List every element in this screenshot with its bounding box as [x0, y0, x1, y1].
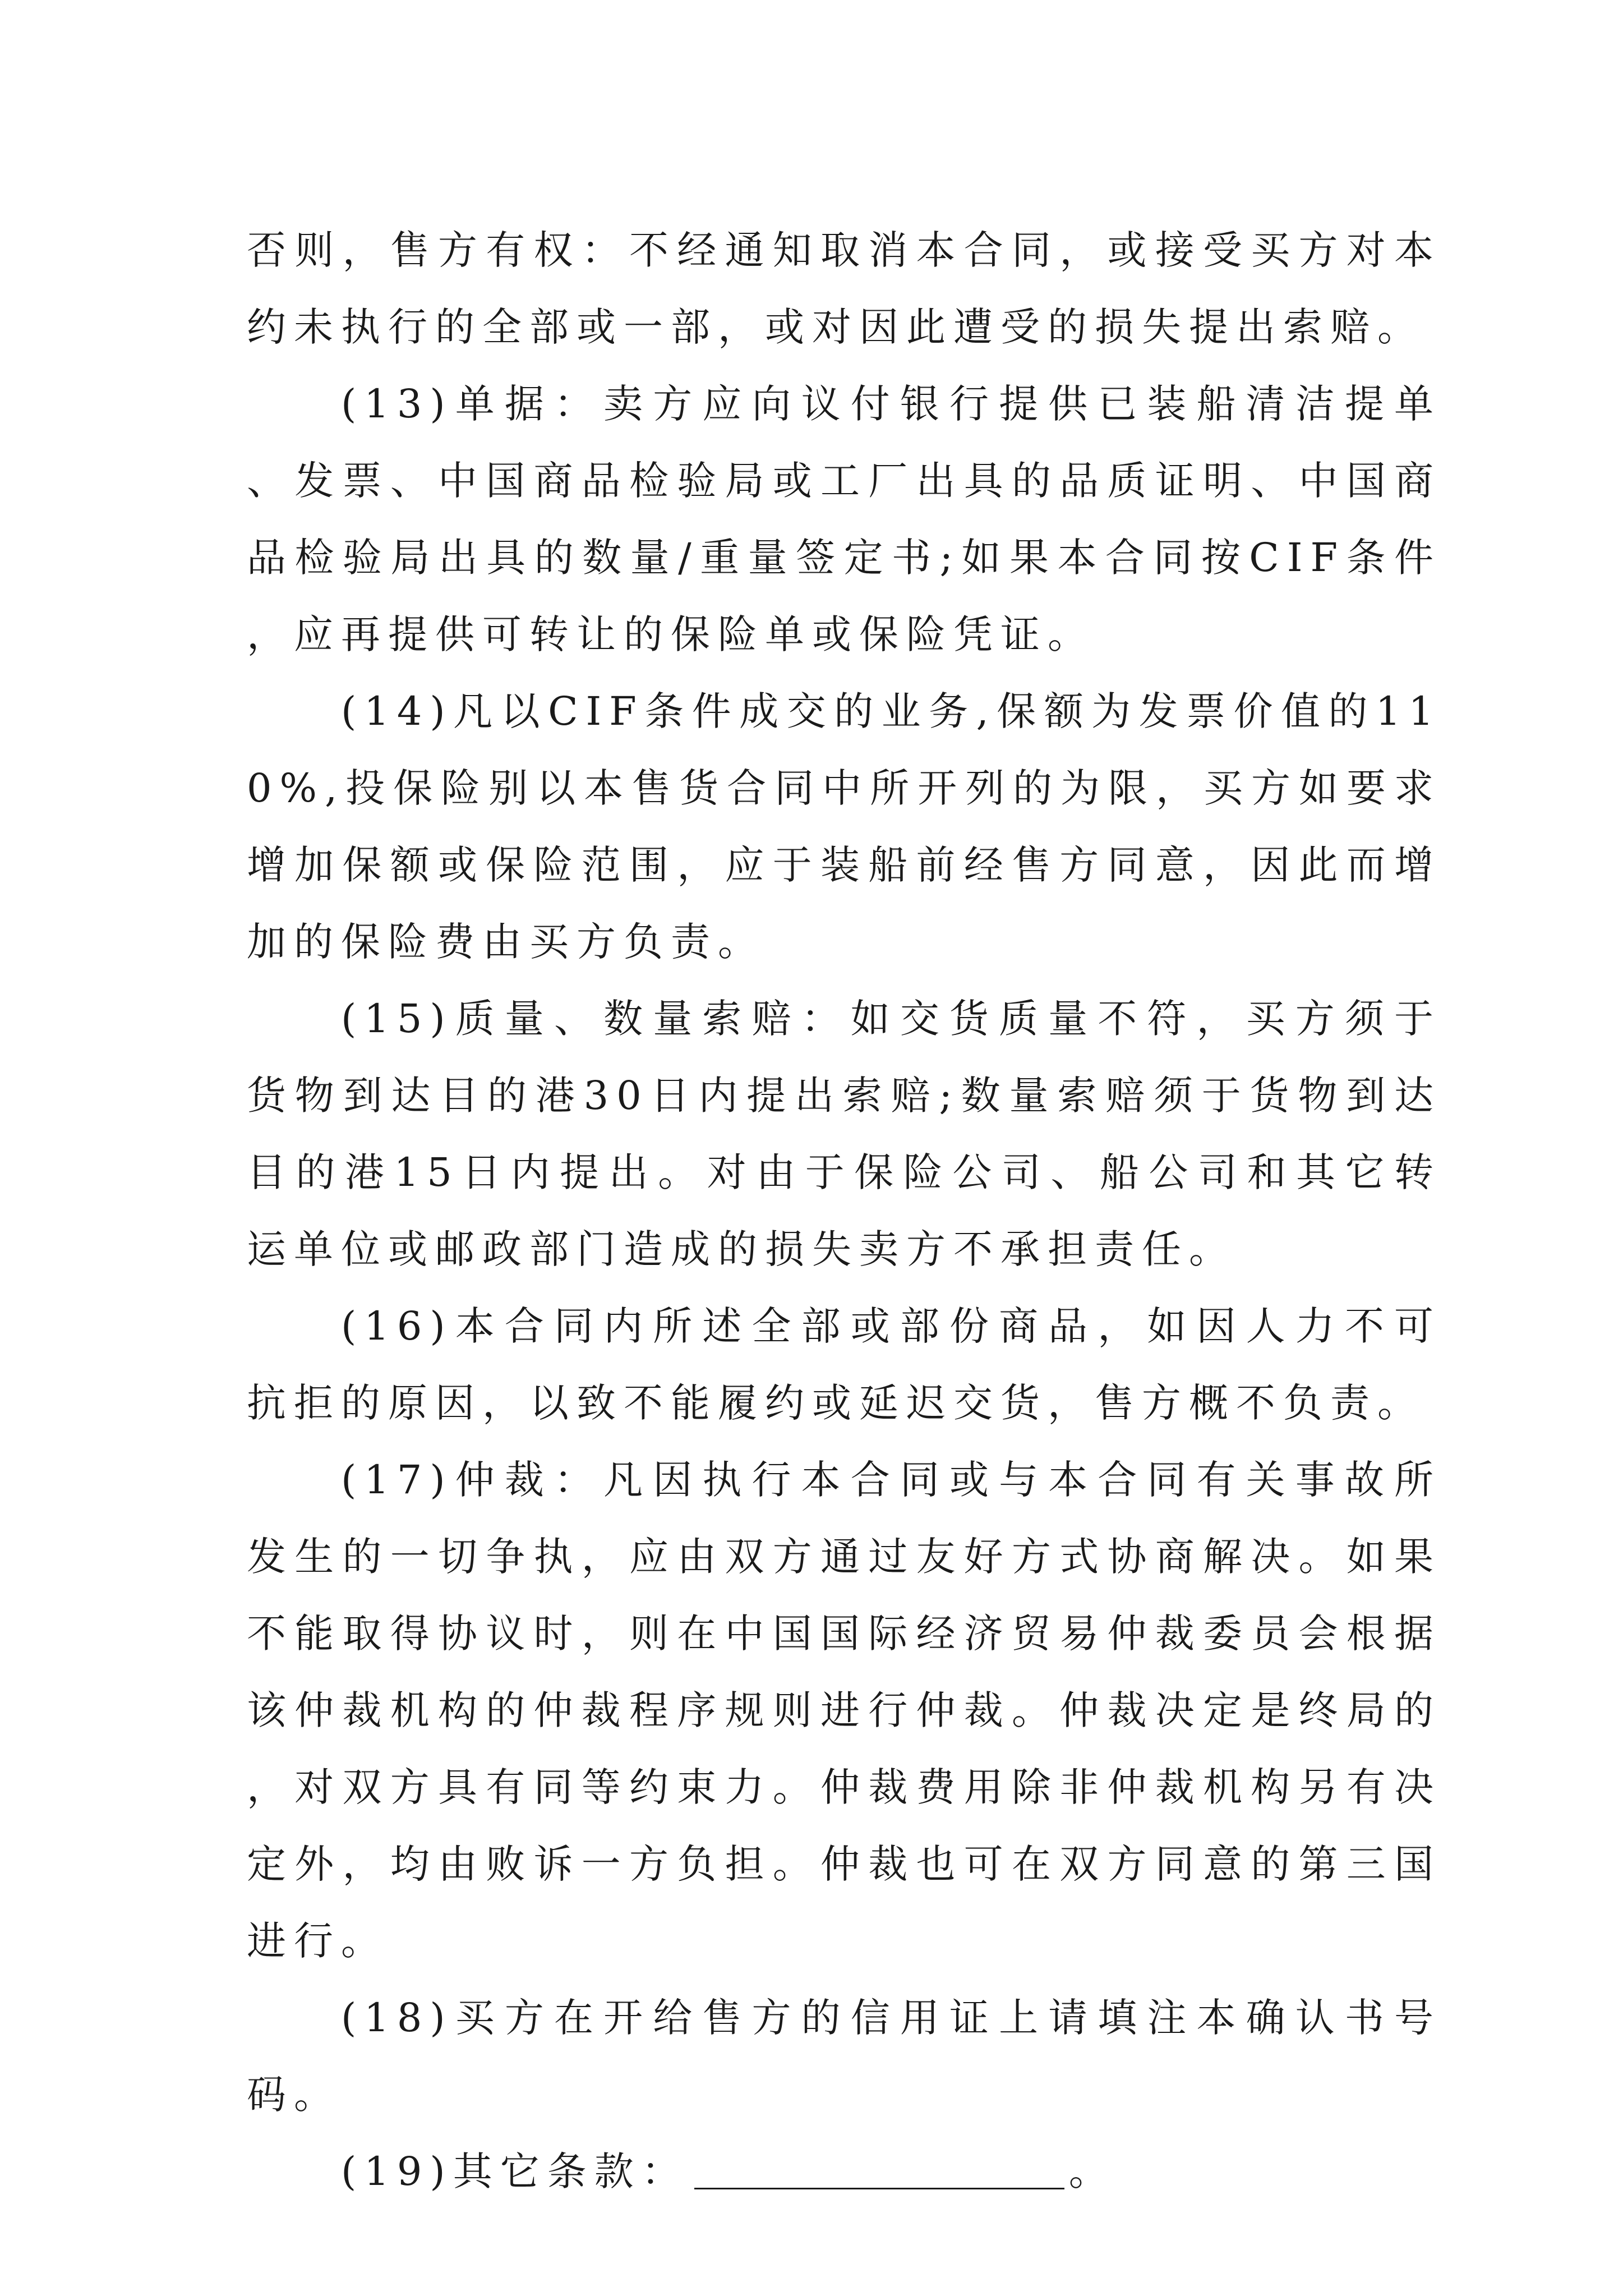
clause-19-label: (19)其它条款：	[341, 2148, 689, 2194]
clause-19-other-terms	[247, 2133, 1441, 2210]
clause-13-documents: (13)单据：卖方应向议付银行提供已装船清洁提单、发票、中国商品检验局或工厂出具的品质证明、中国商品检验局出具的数量/重量签定书;如果本合同按CIF条件，应再提供可转让的保险单或保险凭证。	[247, 381, 1441, 657]
clause-19-suffix: 。	[1068, 2148, 1116, 2194]
other-terms-blank-field[interactable]	[694, 2148, 1064, 2189]
clause-18-credit-note: (18)买方在开给售方的信用证上请填注本确认书号码。	[247, 1995, 1441, 2118]
clause-17-arbitration: (17)仲裁：凡因执行本合同或与本合同有关事故所发生的一切争执，应由双方通过友好方式协商解决。如果不能取得协议时，则在中国国际经济贸易仲裁委员会根据该仲裁机构的仲裁程序规则进行仲裁。仲裁决定是终局的，对双方具有同等约束力。仲裁费用除非仲裁机构另有决定外，均由败诉一方负担。仲裁也可在双方同意的第三国进行。	[247, 1457, 1441, 1964]
paragraph-continuation: 否则，售方有权：不经通知取消本合同，或接受买方对本约未执行的全部或一部，或对因此遭受的损失提出索赔。	[247, 227, 1441, 350]
clause-16-force-majeure: (16)本合同内所述全部或部份商品，如因人力不可抗拒的原因，以致不能履约或延迟交货，售方概不负责。	[247, 1303, 1441, 1426]
clause-14-insurance: (14)凡以CIF条件成交的业务,保额为发票价值的110%,投保险别以本售货合同中所开列的为限，买方如要求增加保额或保险范围，应于装船前经售方同意，因此而增加的保险费由买方负责。	[247, 688, 1441, 965]
clause-15-claims: (15)质量、数量索赔：如交货质量不符，买方须于货物到达目的港30日内提出索赔;数量索赔须于货物到达目的港15日内提出。对由于保险公司、船公司和其它转运单位或邮政部门造成的损失卖方不承担责任。	[247, 996, 1441, 1272]
contract-terms-body	[247, 212, 1441, 2210]
